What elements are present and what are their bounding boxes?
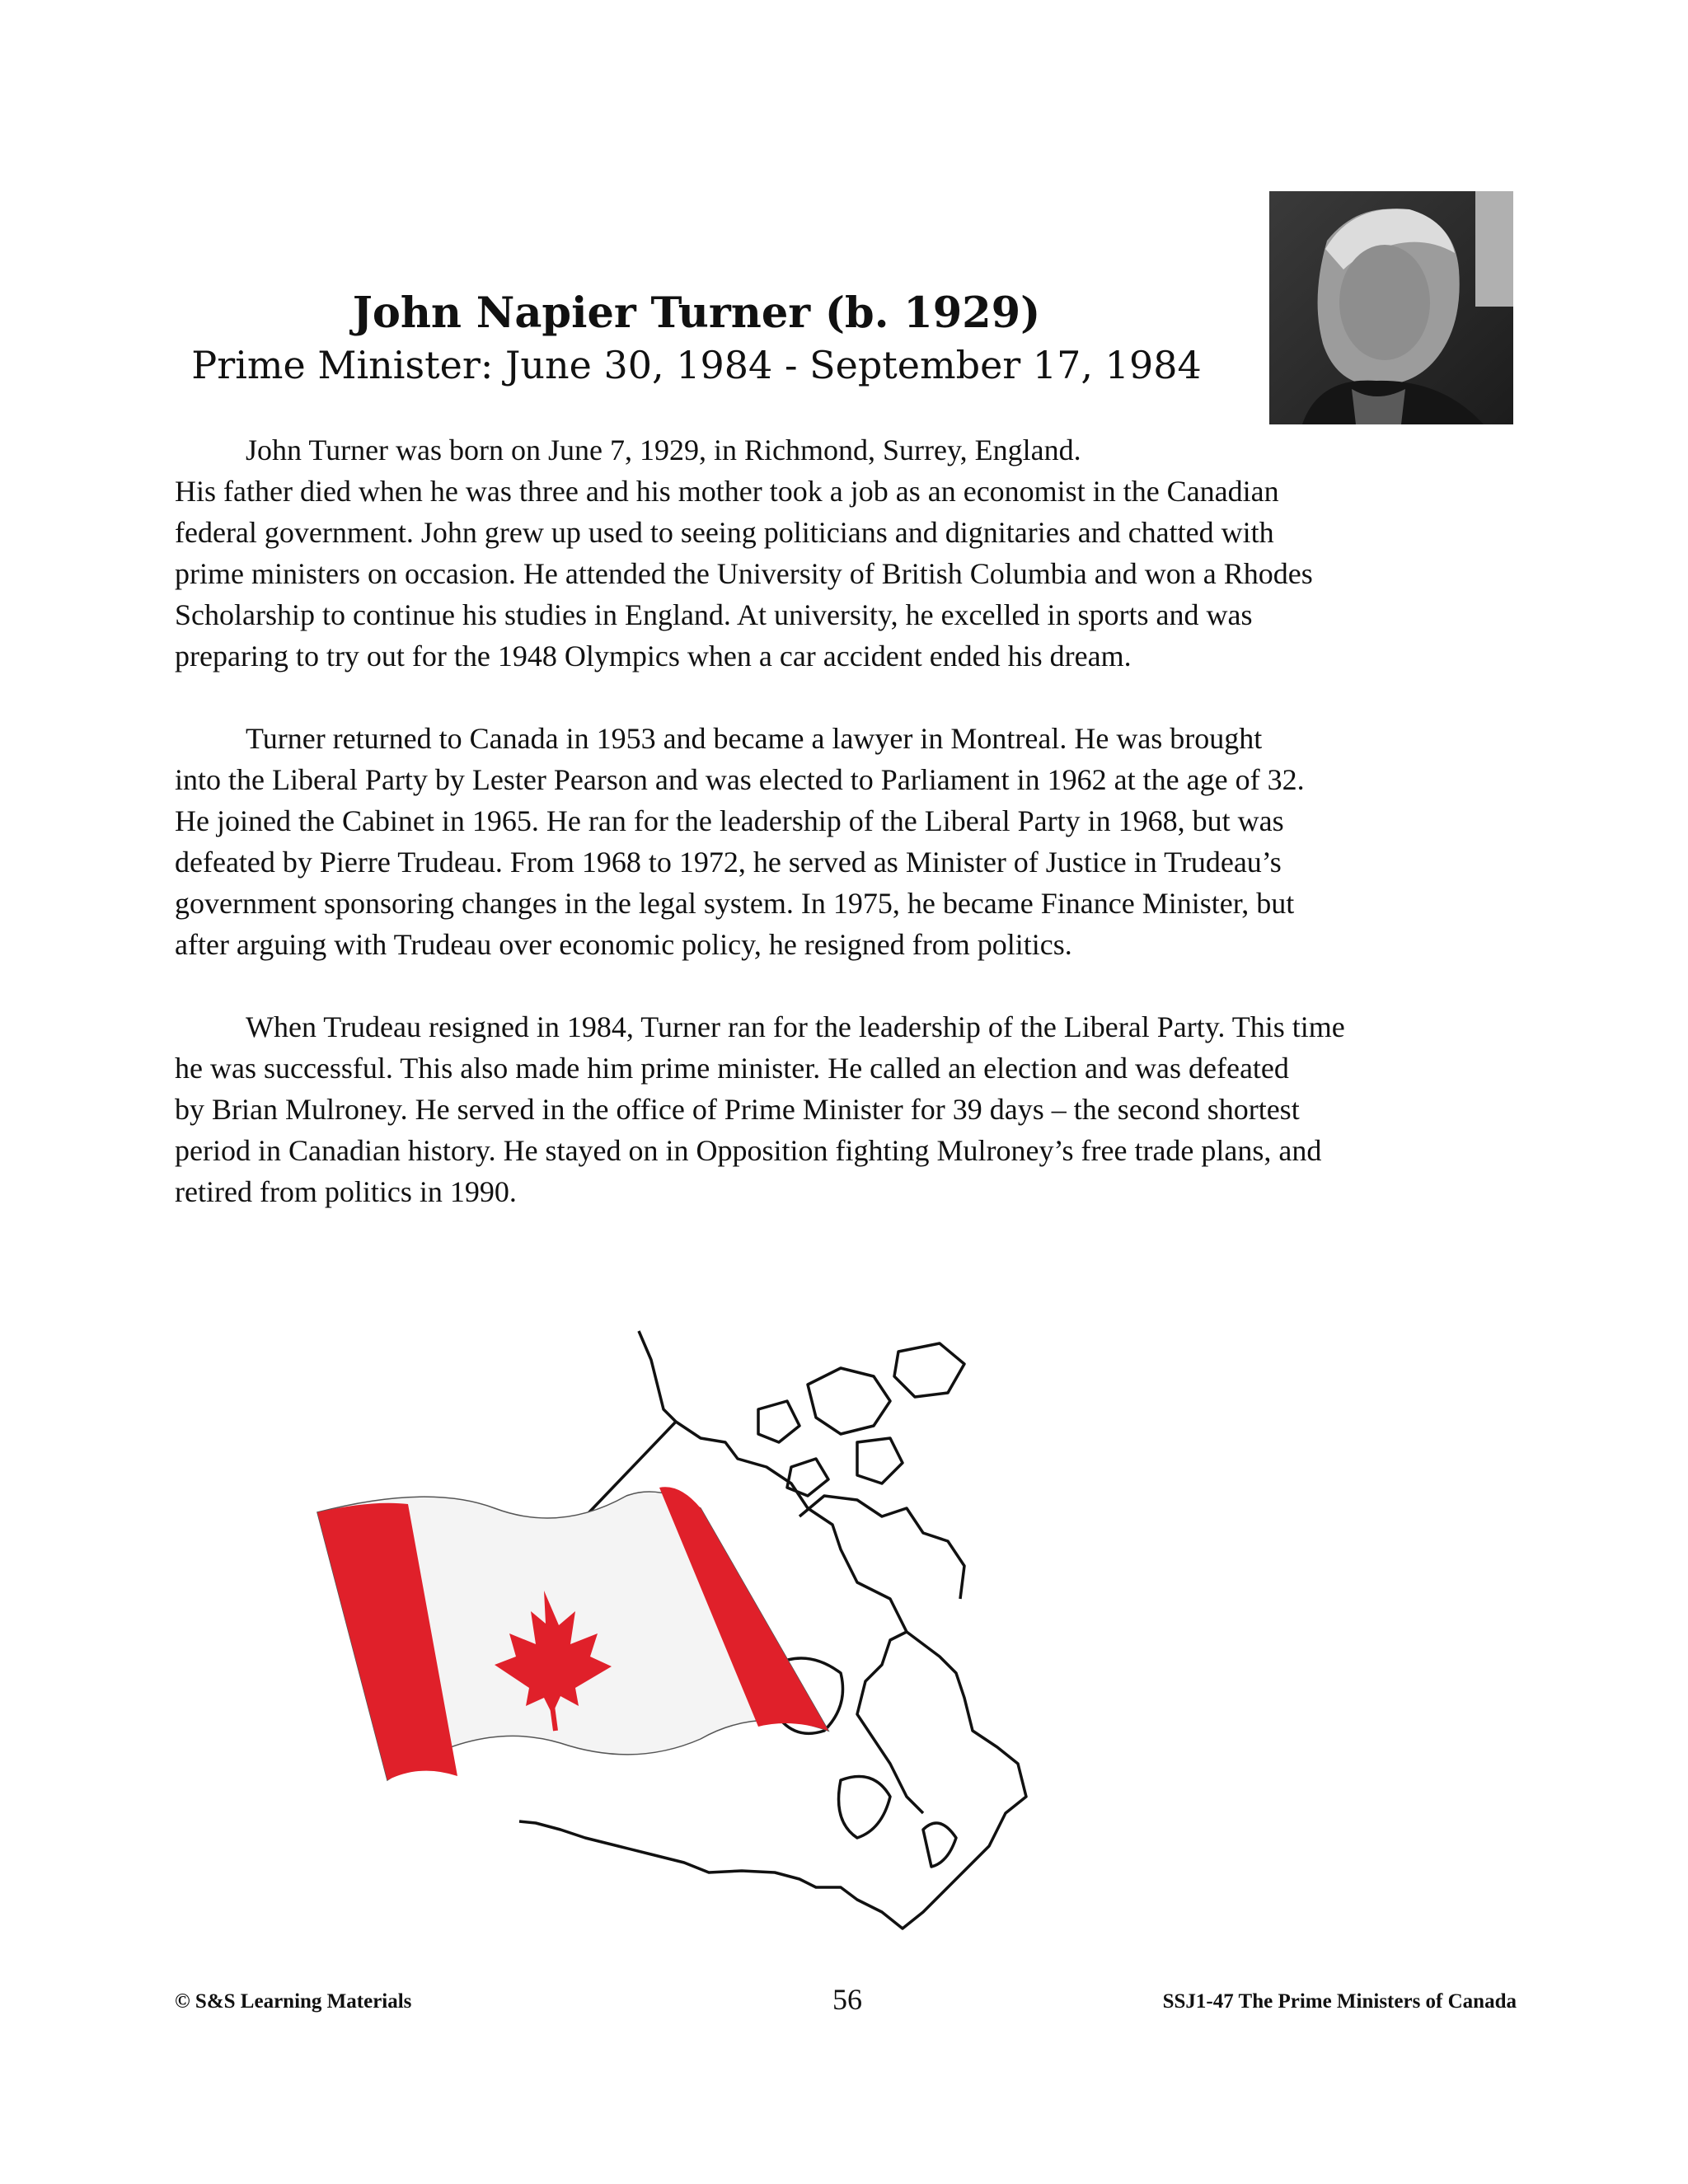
page-number: 56 xyxy=(832,1983,862,2016)
paragraph-2-text: Turner returned to Canada in 1953 and became a lawyer in Montreal. He was brought into the Liberal Party by Lester Pearson and was elected to Parliament in 1962 at the age of 32. He joined the Cabinet in 1965. He ran for the leadership of the Liberal Party in 1968, but was defeated by Pierre Trudeau. From 1968 to 1972, he served as Minister of Justice in Trudeau’s government sponsoring changes in the legal system. In 1975, he became Finance Minister, but after arguing with Trudeau over economic policy, he resigned from politics. xyxy=(175,722,1305,961)
paragraph-3-text: When Trudeau resigned in 1984, Turner ran for the leadership of the Liberal Party. This time he was successful. This also made him prime minister. He called an election and was defeated by Brian Mulroney. He served in the office of Prime Minister for 39 days – the second shortest period in Canadian history. He stayed on in Opposition fighting Mulroney’s free trade plans, and retired from politics in 1990. xyxy=(175,1010,1345,1208)
paragraph-1 xyxy=(175,429,1526,677)
portrait-photo-icon xyxy=(1269,191,1513,424)
canadian-flag-icon xyxy=(317,1487,828,1780)
page-title: John Napier Turner (b. 1929) xyxy=(352,288,1041,338)
page-subtitle: Prime Minister: June 30, 1984 - September 17, 1984 xyxy=(191,343,1202,387)
page-footer xyxy=(0,1982,1688,2032)
paragraph-3 xyxy=(175,1006,1526,1212)
biography-text xyxy=(175,429,1526,1254)
title-block xyxy=(165,287,1228,391)
paragraph-1-text: John Turner was born on June 7, 1929, in Richmond, Surrey, England. His father died when he was three and his mother took a job as an economist in the Canadian federal government. John grew up used to seeing politicians and dignitaries and chatted with prime ministers on occasion. He attended the University of British Columbia and won a Rhodes Scholarship to continue his studies in England. At university, he excelled in sports and was preparing to try out for the 1948 Olympics when a car accident ended his dream. xyxy=(175,434,1313,673)
flag-and-map-illustration xyxy=(313,1319,1302,1945)
footer-copyright: © S&S Learning Materials xyxy=(175,1990,412,2013)
footer-book-title: SSJ1-47 The Prime Ministers of Canada xyxy=(1162,1990,1517,2013)
paragraph-2 xyxy=(175,718,1526,965)
